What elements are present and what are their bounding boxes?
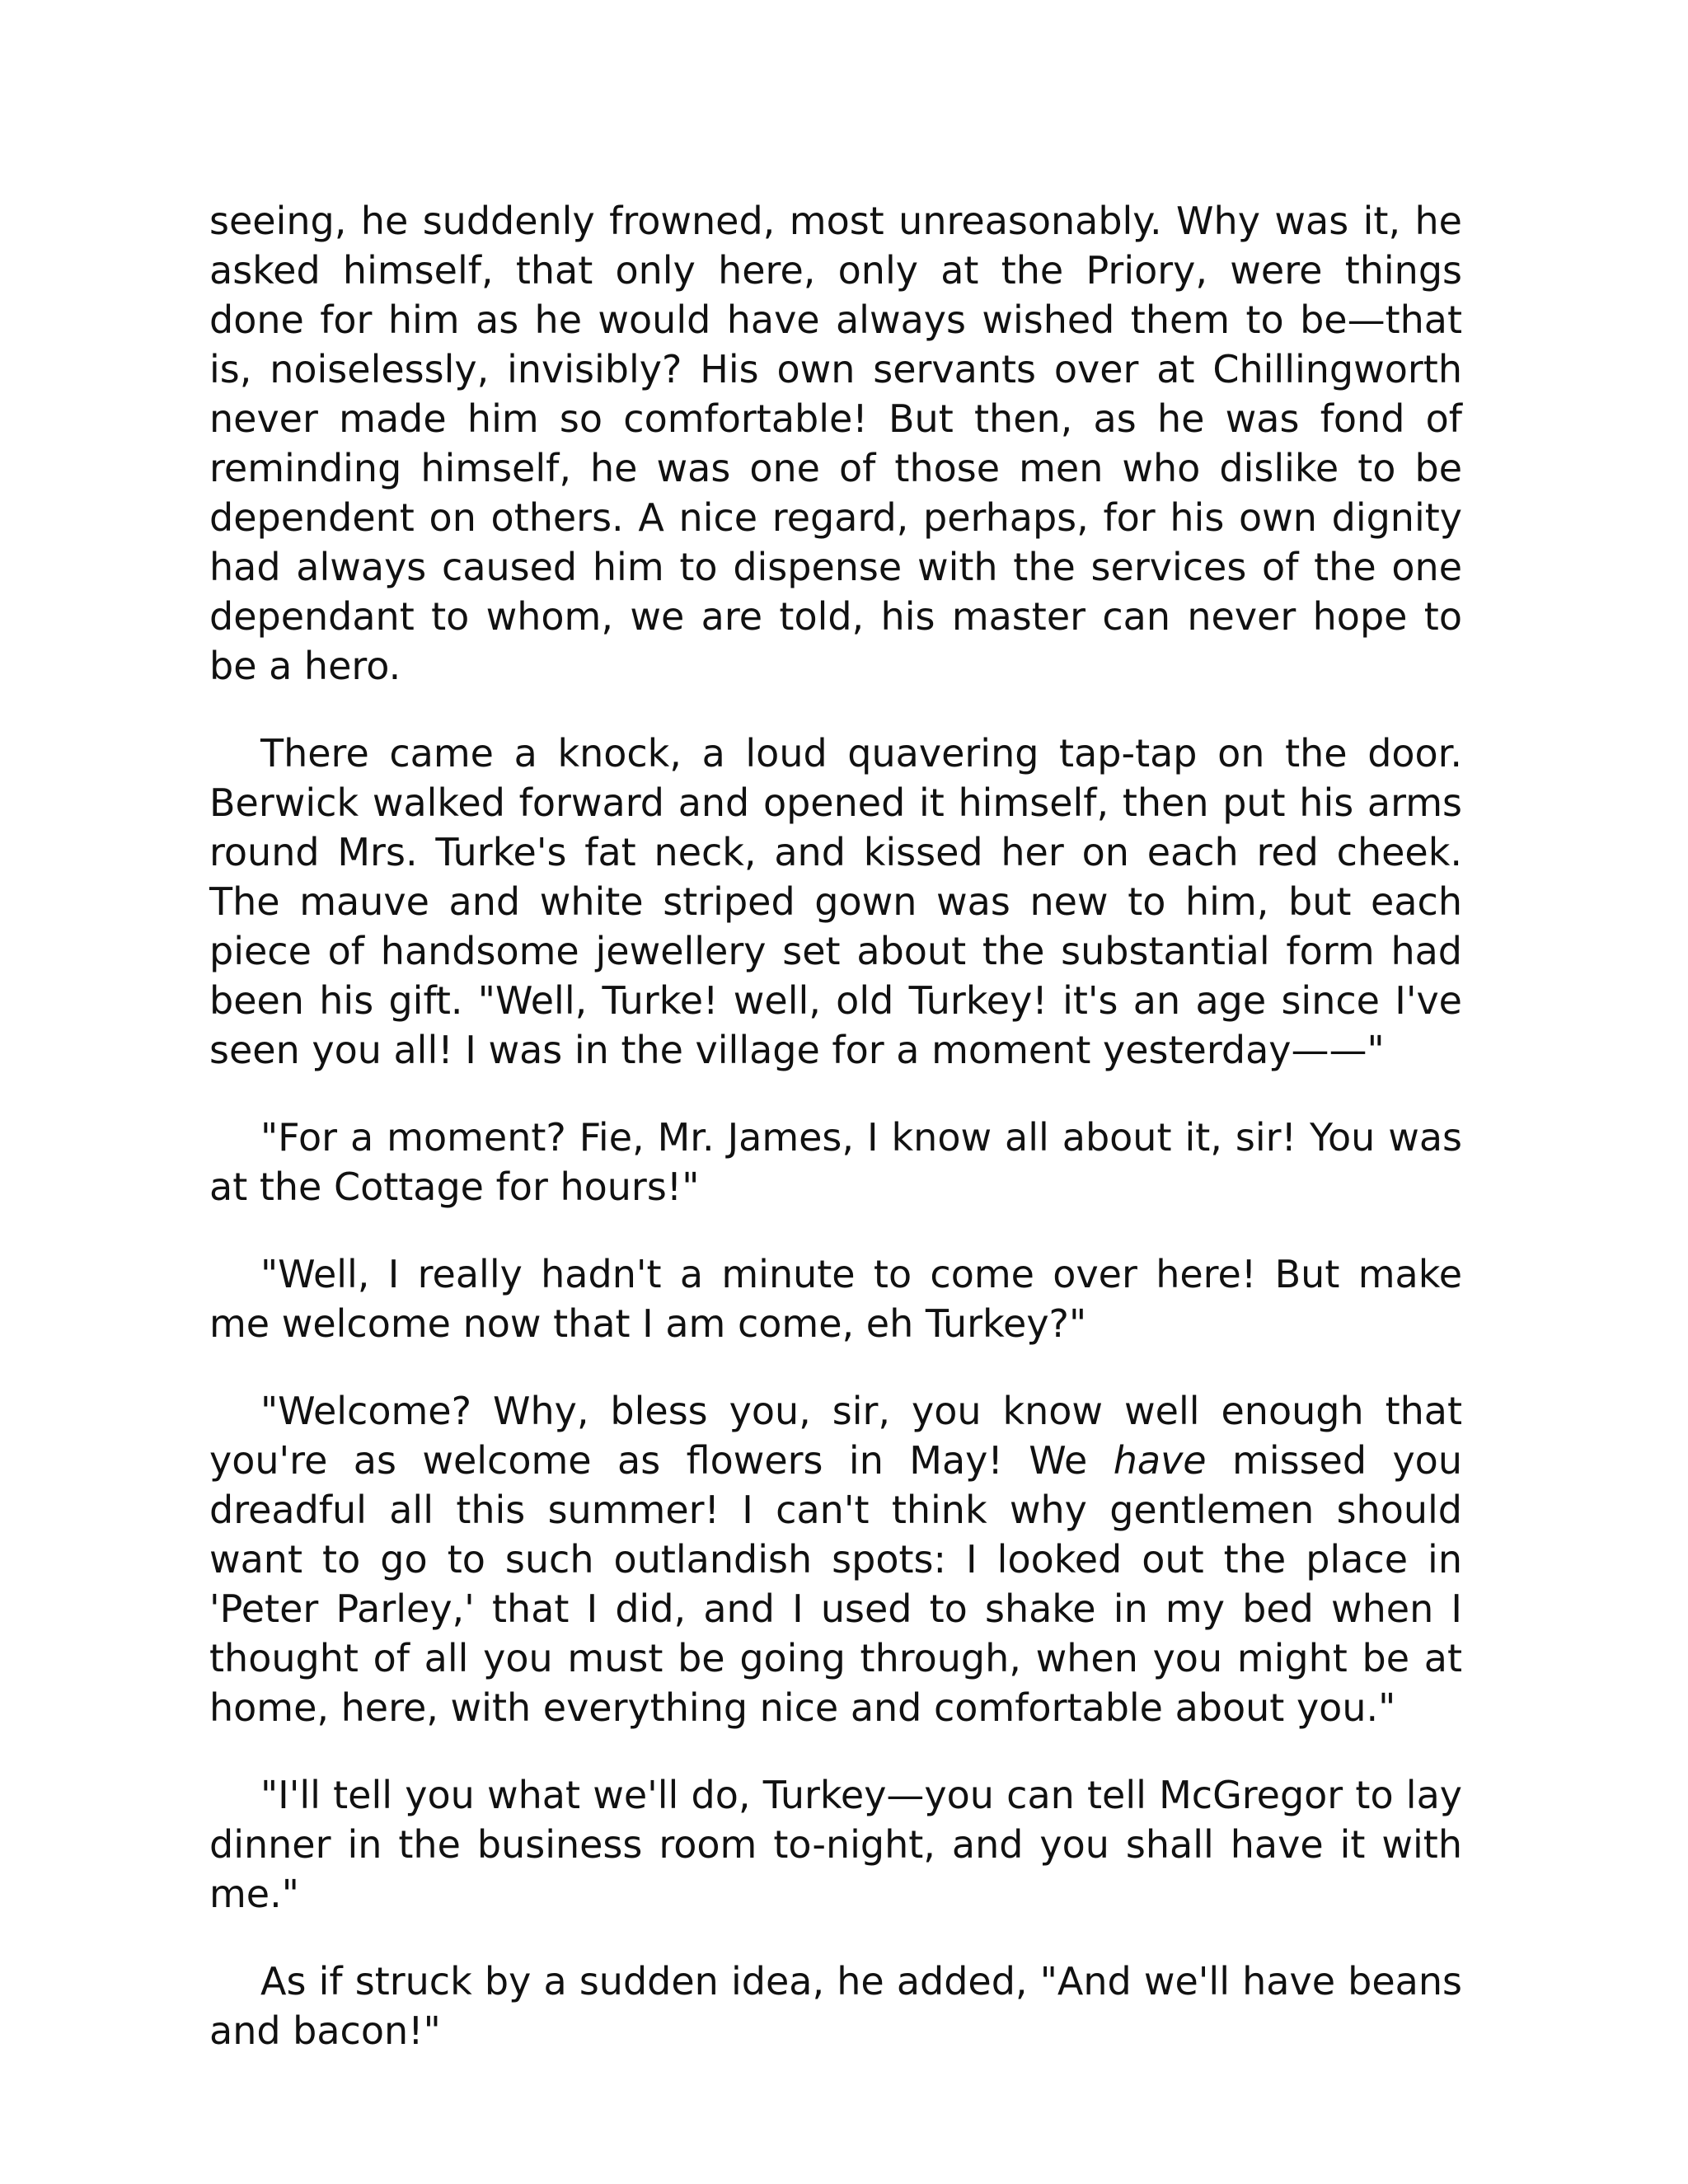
paragraph-text: "Well, I really hadn't a minute to come over here! But make me welcome now that I am come, eh Turkey?" [209, 1252, 1462, 1346]
emphasized-word: have [1113, 1438, 1207, 1483]
paragraph-text: "For a moment? Fie, Mr. James, I know all about it, sir! You was at the Cottage for hours!" [209, 1115, 1462, 1209]
paragraph [209, 196, 1462, 691]
paragraph-text-start: "Welcome? Why, bless you, sir, you know well enough that you're as welcome as flowers in May! We [209, 1389, 1462, 1483]
paragraph-text: "I'll tell you what we'll do, Turkey—you can tell McGregor to lay dinner in the business room to-night, and you shall have it with me." [209, 1773, 1462, 1916]
body-text [209, 196, 1462, 2093]
paragraph-text: There came a knock, a loud quavering tap-tap on the door. Berwick walked forward and opened it himself, then put his arms round Mrs. Turke's fat neck, and kissed her on each red cheek. The mauve and white striped gown was new to him, but each piece of handsome jewellery set about the substantial form had been his gift. "Well, Turke! well, old Turkey! it's an age since I've seen you all! I was in the village for a moment yesterday——" [209, 731, 1462, 1072]
paragraph [209, 1249, 1462, 1348]
paragraph [209, 1113, 1462, 1212]
paragraph [209, 1386, 1462, 1732]
paragraph-text: As if struck by a sudden idea, he added, "And we'll have beans and bacon!" [209, 1959, 1462, 2053]
paragraph [209, 1957, 1462, 2055]
paragraph [209, 729, 1462, 1075]
paragraph-text: seeing, he suddenly frowned, most unreasonably. Why was it, he asked himself, that only here, only at the Priory, were things done for him as he would have always wished them to be—that is, noiselessly, invisibly? His own servants over at Chillingworth never made him so comfortable! But then, as he was fond of reminding himself, he was one of those men who dislike to be dependent on others. A nice regard, perhaps, for his own dignity had always caused him to dispense with the services of the one dependant to whom, we are told, his master can never hope to be a hero. [209, 199, 1462, 688]
paragraph [209, 1770, 1462, 1919]
paragraph-text-end: missed you dreadful all this summer! I can't think why gentlemen should want to go to such outlandish spots: I looked out the place in 'Peter Parley,' that I did, and I used to shake in my bed when I thought of all you must be going through, when you might be at home, here, with everything nice and comfortable about you." [209, 1438, 1462, 1730]
